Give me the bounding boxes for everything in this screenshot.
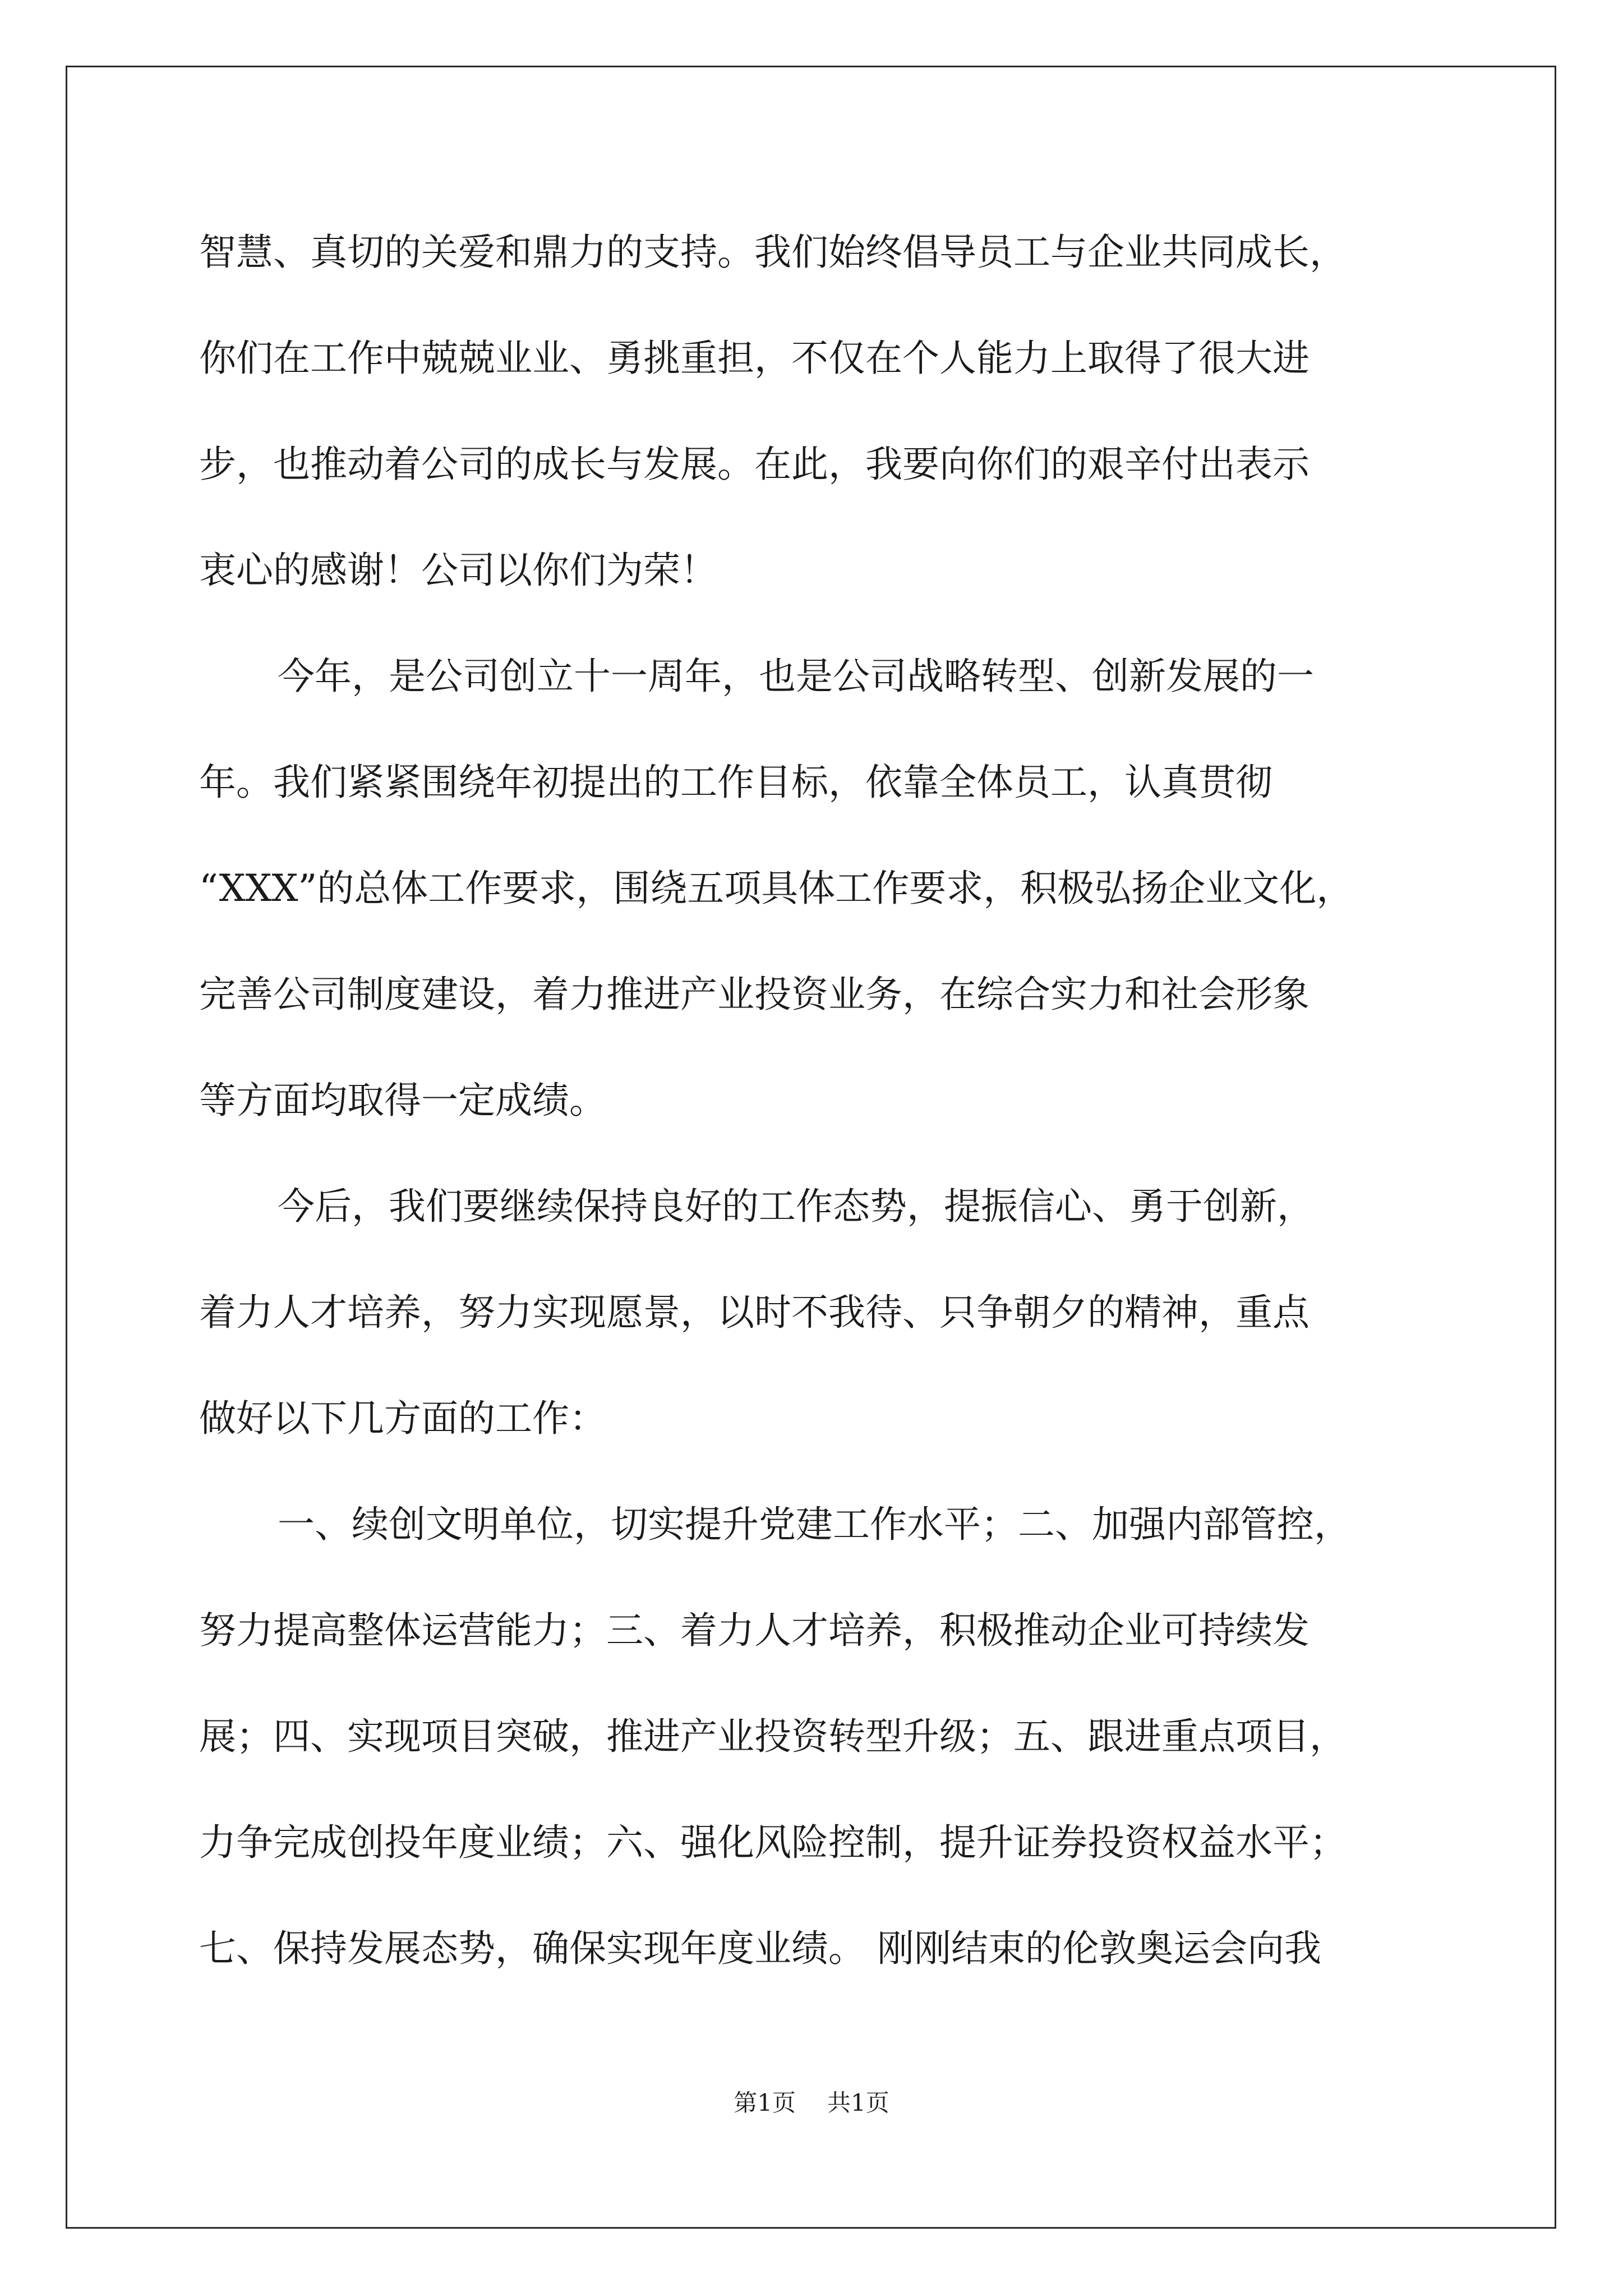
page-number-current: 第1页 — [734, 2089, 796, 2116]
page-border — [66, 66, 1556, 2229]
body-line: 智慧、真切的关爱和鼎力的支持。我们始终倡导员工与企业共同成长， — [199, 231, 1347, 274]
page-number-total: 共1页 — [827, 2089, 889, 2116]
body-line: “XXX”的总体工作要求，围绕五项具体工作要求，积极弘扬企业文化， — [199, 867, 1354, 910]
body-line: 衷心的感谢！公司以你们为荣！ — [199, 549, 717, 592]
body-line: 努力提高整体运营能力；三、着力人才培养，积极推动企业可持续发 — [199, 1609, 1310, 1652]
body-line: 你们在工作中兢兢业业、勇挑重担，不仅在个人能力上取得了很大进 — [199, 337, 1310, 380]
body-line: 年。我们紧紧围绕年初提出的工作目标，依靠全体员工，认真贯彻 — [199, 761, 1272, 804]
body-line: 步，也推动着公司的成长与发展。在此，我要向你们的艰辛付出表示 — [199, 443, 1310, 486]
body-line: 完善公司制度建设，着力推进产业投资业务，在综合实力和社会形象 — [199, 973, 1310, 1016]
body-line: 展；四、实现项目突破，推进产业投资转型升级；五、跟进重点项目， — [199, 1715, 1347, 1758]
body-line: 做好以下几方面的工作： — [199, 1397, 606, 1440]
body-line: 力争完成创投年度业绩；六、强化风险控制，提升证券投资权益水平； — [199, 1821, 1347, 1864]
body-line: 着力人才培养，努力实现愿景，以时不我待、只争朝夕的精神，重点 — [199, 1291, 1310, 1334]
page-footer — [0, 2091, 1623, 2115]
paragraph-start-line: 今年，是公司创立十一周年，也是公司战略转型、创新发展的一 — [278, 655, 1314, 698]
paragraph-start-line: 今后，我们要继续保持良好的工作态势，提振信心、勇于创新， — [278, 1185, 1314, 1228]
body-line: 七、保持发展态势，确保实现年度业绩。 刚刚结束的伦敦奥运会向我 — [199, 1927, 1321, 1970]
paragraph-start-line: 一、续创文明单位，切实提升党建工作水平；二、加强内部管控， — [278, 1503, 1351, 1546]
body-line: 等方面均取得一定成绩。 — [199, 1079, 606, 1122]
